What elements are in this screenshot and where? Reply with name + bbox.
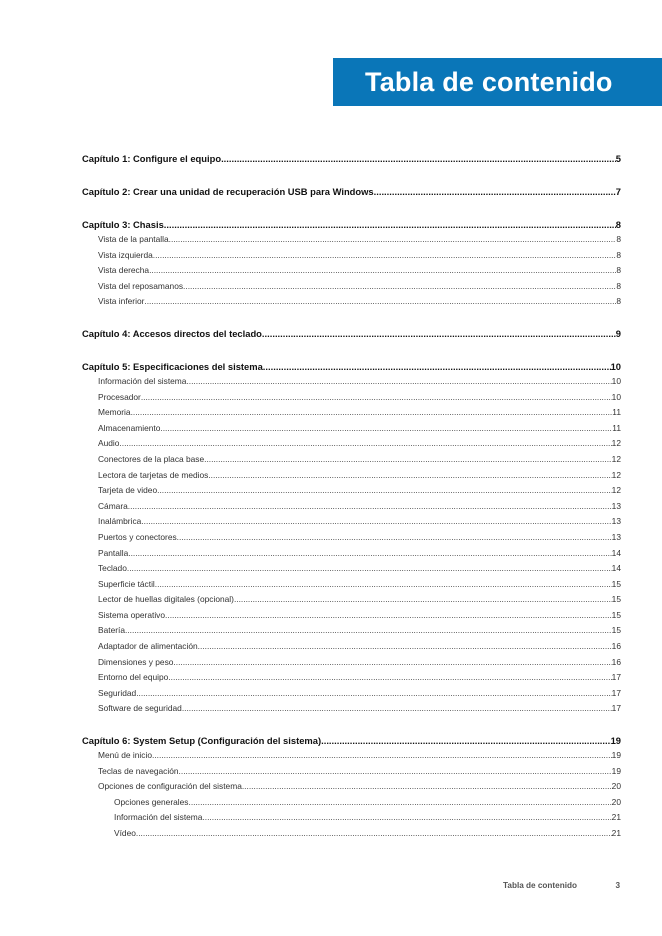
page-number: 19 <box>610 735 621 747</box>
dot-leader <box>128 546 611 562</box>
section-title: Teclado <box>98 563 127 574</box>
subsection-title: Opciones generales <box>114 796 189 807</box>
page-number: 8 <box>616 265 621 276</box>
toc-chapter[interactable] <box>82 217 621 232</box>
dot-leader <box>164 217 616 232</box>
page-number: 20 <box>611 781 621 792</box>
dot-leader <box>152 748 612 764</box>
page-number: 21 <box>611 812 621 823</box>
dot-leader <box>202 810 611 826</box>
chapter-title: Capítulo 6: System Setup (Configuración del sistema) <box>82 735 322 747</box>
dot-leader <box>182 701 612 717</box>
page-number: 17 <box>611 687 621 698</box>
dot-leader <box>128 499 612 515</box>
section-title: Vista izquierda <box>98 249 153 260</box>
toc-section[interactable] <box>82 514 621 530</box>
page-number: 10 <box>611 375 621 386</box>
toc-section[interactable] <box>82 577 621 593</box>
dot-leader <box>321 733 610 748</box>
dot-leader <box>177 530 612 546</box>
dot-leader <box>179 764 612 780</box>
toc-section[interactable] <box>82 639 621 655</box>
page-number: 15 <box>611 609 621 620</box>
page-number: 8 <box>615 219 621 230</box>
dot-leader <box>131 405 613 421</box>
dot-leader <box>136 686 611 702</box>
section-title: Almacenamiento <box>98 422 161 433</box>
footer-label: Tabla de contenido <box>503 881 577 890</box>
page-number: 8 <box>616 296 621 307</box>
section-title: Vista del reposamanos <box>98 280 184 291</box>
page-number: 15 <box>611 625 621 636</box>
dot-leader <box>208 468 611 484</box>
page-number: 20 <box>611 796 621 807</box>
toc-section[interactable] <box>82 279 621 295</box>
subsection-title: Información del sistema <box>114 812 203 823</box>
toc-subsection[interactable] <box>82 795 621 811</box>
page-number: 13 <box>611 516 621 527</box>
dot-leader <box>263 359 611 374</box>
section-title: Sistema operativo <box>98 609 166 620</box>
dot-leader <box>169 232 617 248</box>
dot-leader <box>125 623 612 639</box>
page-number: 15 <box>611 578 621 589</box>
dot-leader <box>168 670 611 686</box>
dot-leader <box>242 779 612 795</box>
toc-section[interactable] <box>82 452 621 468</box>
chapter-title: Capítulo 5: Especificaciones del sistema <box>82 360 263 372</box>
toc-chapter[interactable] <box>82 326 621 341</box>
toc-section[interactable] <box>82 468 621 484</box>
chapter-title: Capítulo 2: Crear una unidad de recuperación USB para Windows <box>82 186 374 197</box>
dot-leader <box>173 655 611 671</box>
section-title: Opciones de configuración del sistema <box>98 781 242 792</box>
page-footer <box>0 881 662 895</box>
toc-section[interactable] <box>82 483 621 499</box>
section-title: Puertos y conectores <box>98 531 177 542</box>
page-number: 8 <box>616 234 621 244</box>
dot-leader <box>157 483 612 499</box>
toc-chapter[interactable] <box>82 151 621 166</box>
toc-section[interactable] <box>82 436 621 452</box>
chapter-title: Capítulo 1: Configure el equipo <box>82 153 222 164</box>
table-of-contents <box>82 151 621 842</box>
dot-leader <box>374 184 616 199</box>
dot-leader <box>198 639 612 655</box>
toc-subsection[interactable] <box>82 810 621 826</box>
page-number: 10 <box>610 360 621 372</box>
toc-section[interactable] <box>82 530 621 546</box>
section-title: Pantalla <box>98 547 129 558</box>
toc-section[interactable] <box>82 686 621 702</box>
page-number: 5 <box>615 153 621 164</box>
page-number: 7 <box>615 186 621 197</box>
toc-section[interactable] <box>82 546 621 562</box>
page-number: 14 <box>611 547 621 558</box>
page-number: 11 <box>612 407 621 418</box>
toc-section[interactable] <box>82 592 621 608</box>
dot-leader <box>221 151 616 166</box>
page-number: 15 <box>611 594 621 605</box>
page-number: 16 <box>611 641 621 652</box>
page-number: 17 <box>611 672 621 683</box>
dot-leader <box>189 795 612 811</box>
page-number: 10 <box>611 391 621 402</box>
toc-section[interactable] <box>82 764 621 780</box>
toc-section[interactable] <box>82 655 621 671</box>
dot-leader <box>127 561 612 577</box>
dot-leader <box>262 326 616 341</box>
toc-subsection[interactable] <box>82 826 621 842</box>
subsection-title: Vídeo <box>114 828 136 838</box>
section-title: Lectora de tarjetas de medios <box>98 469 209 480</box>
toc-section[interactable] <box>82 390 621 406</box>
toc-section[interactable] <box>82 374 621 390</box>
page-number: 12 <box>611 485 621 496</box>
dot-leader <box>149 263 616 279</box>
toc-section[interactable] <box>82 232 621 248</box>
page-number: 9 <box>615 327 621 339</box>
section-title: Vista de la pantalla <box>98 234 169 244</box>
dot-leader <box>141 390 612 406</box>
page-number: 17 <box>611 703 621 714</box>
toc-section[interactable] <box>82 779 621 795</box>
toc-section[interactable] <box>82 670 621 686</box>
toc-section[interactable] <box>82 561 621 577</box>
dot-leader <box>141 514 611 530</box>
page-number: 14 <box>611 563 621 574</box>
section-title: Procesador <box>98 391 141 402</box>
chapter-title: Capítulo 4: Accesos directos del teclado <box>82 327 262 339</box>
page-title: Tabla de contenido <box>333 58 662 106</box>
section-title: Vista inferior <box>98 296 145 307</box>
dot-leader <box>204 452 612 468</box>
toc-chapter[interactable] <box>82 359 621 374</box>
section-title: Lector de huellas digitales (opcional) <box>98 594 234 605</box>
section-title: Software de seguridad <box>98 703 182 714</box>
section-title: Conectores de la placa base <box>98 453 205 464</box>
section-title: Adaptador de alimentación <box>98 641 198 652</box>
page-number: 13 <box>611 531 621 542</box>
dot-leader <box>119 436 611 452</box>
page-number: 19 <box>611 765 621 776</box>
page-number: 11 <box>612 422 621 433</box>
section-title: Memoria <box>98 407 131 418</box>
toc-section[interactable] <box>82 748 621 764</box>
section-title: Información del sistema <box>98 375 187 386</box>
toc-chapter[interactable] <box>82 733 621 748</box>
page-number: 13 <box>611 500 621 511</box>
section-title: Cámara <box>98 500 128 511</box>
dot-leader <box>136 826 612 842</box>
dot-leader <box>183 279 616 295</box>
toc-section[interactable] <box>82 248 621 264</box>
dot-leader <box>160 421 612 437</box>
section-title: Superficie táctil <box>98 578 155 589</box>
toc-chapter[interactable] <box>82 184 621 199</box>
page-number: 8 <box>616 280 621 291</box>
chapter-title: Capítulo 3: Chasis <box>82 219 164 230</box>
dot-leader <box>153 248 617 264</box>
page-number: 12 <box>611 438 621 449</box>
section-title: Dimensiones y peso <box>98 656 174 667</box>
section-title: Vista derecha <box>98 265 150 276</box>
section-title: Teclas de navegación <box>98 765 179 776</box>
page-number: 12 <box>611 453 621 464</box>
page-number: 21 <box>611 828 621 838</box>
toc-section[interactable] <box>82 499 621 515</box>
section-title: Tarjeta de video <box>98 485 158 496</box>
section-title: Menú de inicio <box>98 750 153 761</box>
section-title: Seguridad <box>98 687 137 698</box>
dot-leader <box>165 608 612 624</box>
toc-section[interactable] <box>82 421 621 437</box>
dot-leader <box>144 294 616 310</box>
dot-leader <box>234 592 612 608</box>
section-title: Audio <box>98 438 120 449</box>
toc-section[interactable] <box>82 701 621 717</box>
toc-section[interactable] <box>82 263 621 279</box>
toc-section[interactable] <box>82 623 621 639</box>
dot-leader <box>155 577 612 593</box>
footer-page-number: 3 <box>615 881 620 890</box>
toc-section[interactable] <box>82 294 621 310</box>
page-number: 12 <box>611 469 621 480</box>
page-number: 16 <box>611 656 621 667</box>
page-number: 8 <box>616 249 621 260</box>
section-title: Entorno del equipo <box>98 672 169 683</box>
page-number: 19 <box>611 750 621 761</box>
section-title: Inalámbrica <box>98 516 142 527</box>
toc-section[interactable] <box>82 405 621 421</box>
dot-leader <box>186 374 611 390</box>
section-title: Batería <box>98 625 126 636</box>
toc-section[interactable] <box>82 608 621 624</box>
